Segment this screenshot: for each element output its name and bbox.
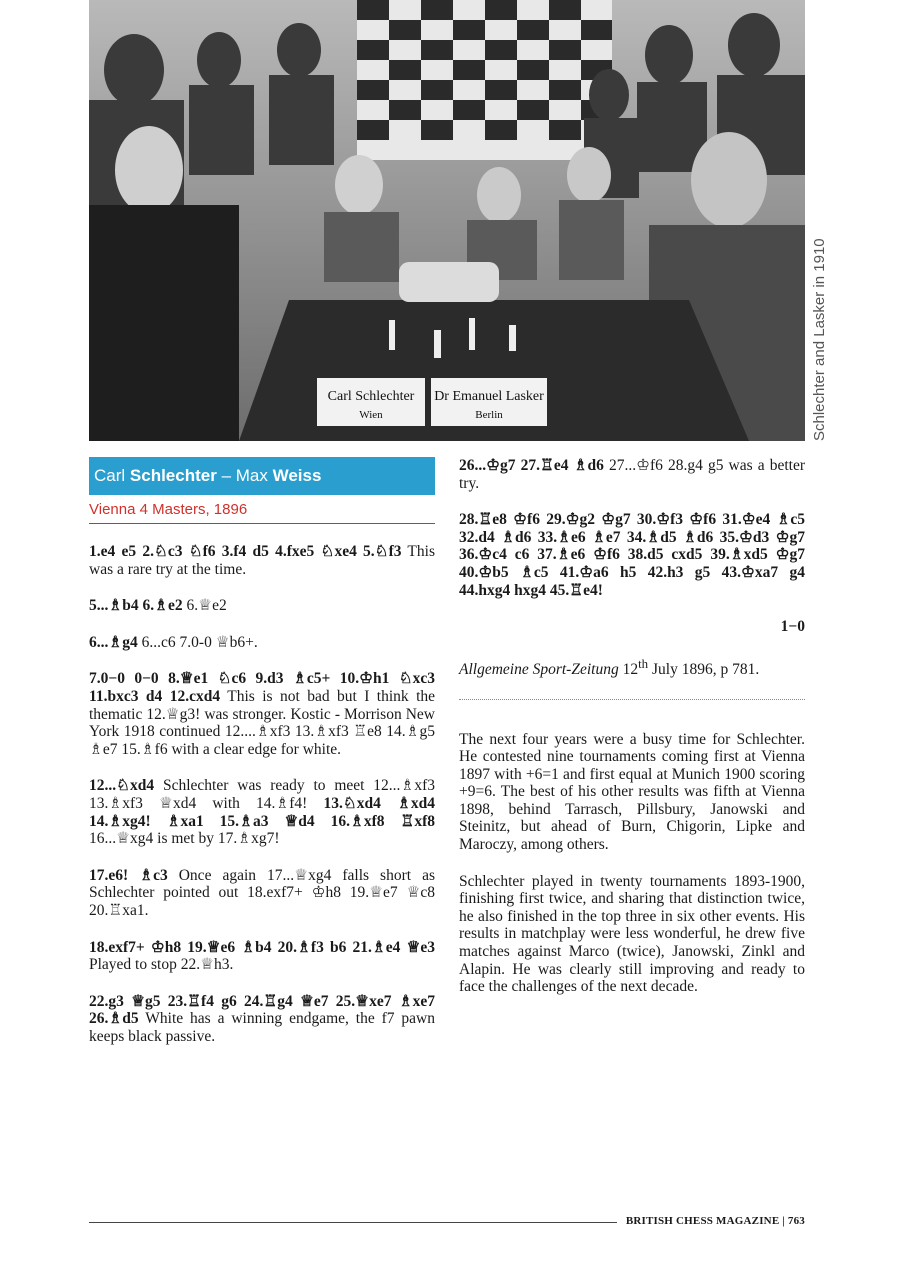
moves: 18.exf7+ ♔h8 19.♕e6 ♗b4 20.♗f3 b6 21.♗e4 ♕e3 — [89, 938, 435, 956]
black-first-name: Max — [235, 466, 268, 485]
moves: 22.g3 ♕g5 23.♖f4 g6 24.♖g4 ♕e7 25.♕xe7 ♗xe7 26.♗d5 — [89, 992, 435, 1028]
annotation-paragraph — [89, 939, 435, 974]
white-first-name: Carl — [94, 466, 126, 485]
comment: 16...♕xg4 is met by 17.♗xg7! — [89, 830, 280, 848]
comment: 6.♕e2 — [182, 597, 227, 615]
game-result: 1−0 — [780, 618, 805, 636]
annotation-paragraph — [89, 670, 435, 758]
sign-right-name: Dr Emanuel Lasker — [434, 389, 544, 404]
sign-left-name: Carl Schlechter — [327, 389, 415, 404]
comment: 6...c6 7.0-0 ♕b6+. — [137, 633, 258, 651]
annotation-paragraph — [89, 777, 435, 847]
players-dash: – — [216, 466, 236, 485]
annotation-paragraph — [459, 457, 805, 492]
annotation-paragraph — [89, 993, 435, 1046]
moves: 17.e6! ♗c3 — [89, 866, 168, 884]
historical-photo — [89, 0, 805, 441]
moves: 12...♘xd4 — [89, 777, 155, 795]
sign-left-city: Wien — [359, 409, 383, 421]
footer-text: BRITISH CHESS MAGAZINE | 763 — [625, 1215, 805, 1227]
black-last-name: Weiss — [272, 466, 322, 485]
comment: White has a winning endgame, the f7 pawn keeps black passive. — [89, 1010, 435, 1045]
source-title: Allgemeine Sport-Zeitung — [459, 660, 619, 678]
photo-caption: Schlechter and Lasker in 1910 — [811, 238, 828, 441]
annotation-paragraph — [89, 867, 435, 920]
body-paragraph: The next four years were a busy time for Schlechter. He contested nine tournaments coming first at Vienna 1897 with +6=1 and first equal at Munich 1900 scoring +9=6. The best of his other results was fifth at Vienna 1898, behind Tarrasch, Pillsbury, Janowski and Steinitz, but ahead of Burn, Chigorin, Lipke and Maroczy, among others. — [459, 730, 805, 854]
moves: 5...♗b4 6.♗e2 — [89, 597, 183, 615]
source-day: 12 — [618, 660, 639, 678]
footer-rule — [89, 1222, 617, 1223]
source-day-suffix: th — [638, 655, 649, 671]
white-last-name: Schlechter — [129, 466, 217, 485]
game-event: Vienna 4 Masters, 1896 — [89, 501, 435, 524]
source-rest: July 1896, p 781. — [648, 660, 760, 678]
source-citation — [459, 655, 805, 679]
chess-clock — [399, 262, 499, 302]
moves: 28.♖e8 ♔f6 29.♔g2 ♔g7 30.♔f3 ♔f6 31.♔e4 ♗c5 32.d4 ♗d6 33.♗e6 ♗e7 34.♗d5 ♗d6 35.♔d3 ♔g7 36.♔c4 c6 37.♗e6 ♔f6 38.d5 cxd5 39.♗xd5 ♔g7 40.♔b5 ♗c5 41.♔a6 h5 42.h3 g5 43.♔xa7 g4 44.hxg4 hxg4 45.♖e4! — [459, 511, 805, 599]
left-column — [89, 543, 435, 1064]
dotted-divider — [459, 698, 805, 700]
moves: 6...♗g4 — [89, 633, 138, 651]
moves: 13.♘xd4 ♗xd4 14.♗xg4! ♗xa1 15.♗a3 ♕d4 16.♗xf8 ♖xf8 — [89, 794, 435, 830]
comment: 27...♔f6 28.g4 g5 was a better try. — [459, 457, 806, 492]
moves: 26...♔g7 27.♖e4 ♗d6 — [459, 457, 604, 474]
moves: 1.e4 e5 2.♘c3 ♘f6 3.f4 d5 4.fxe5 ♘xe4 5.♘f3 — [89, 543, 402, 560]
right-column — [459, 457, 805, 1015]
page-footer — [89, 1215, 805, 1231]
comment: This is not bad but I think the thematic 12.♕g3! was stronger. Kostic - Morrison New York 1918 continued 12....♗xf3 13.♗xf3 ♖e8 14.♗g5 ♗e7 15.♗f6 with a clear edge for white. — [89, 687, 436, 758]
annotation-paragraph — [459, 511, 805, 599]
moves: 7.0−0 0−0 8.♕e1 ♘c6 9.d3 ♗c5+ 10.♔h1 ♘xc3 11.bxc3 d4 12.cxd4 — [89, 670, 435, 705]
body-paragraph: Schlechter played in twenty tournaments 1893-1900, finishing first twice, and sharing that distinction twice, he also finished in the top three in six other events. His results in matchplay were less wonderful, he drew five matches against Marco (twice), Janowski, Zinkl and Alapin. He was clearly still improving and ready to face the challenges of the next decade. — [459, 872, 805, 996]
sign-right-city: Berlin — [475, 409, 503, 421]
comment: This was a rare try at the time. — [89, 543, 435, 578]
annotation-paragraph — [89, 597, 435, 615]
annotation-paragraph — [89, 543, 435, 578]
photo-illustration — [89, 0, 805, 441]
comment: Played to stop 22.♕h3. — [89, 956, 234, 974]
comment: Once again 17...♕xg4 falls short as Schlechter pointed out 18.exf7+ ♔h8 19.♕e7 ♕c8 20.♖xa1. — [89, 866, 435, 919]
game-header — [89, 457, 435, 495]
annotation-paragraph — [89, 634, 435, 652]
demo-board — [357, 0, 612, 160]
comment: Schlechter was ready to meet 12...♗xf3 13.♗xf3 ♕xd4 with 14.♗f4! — [89, 777, 435, 812]
